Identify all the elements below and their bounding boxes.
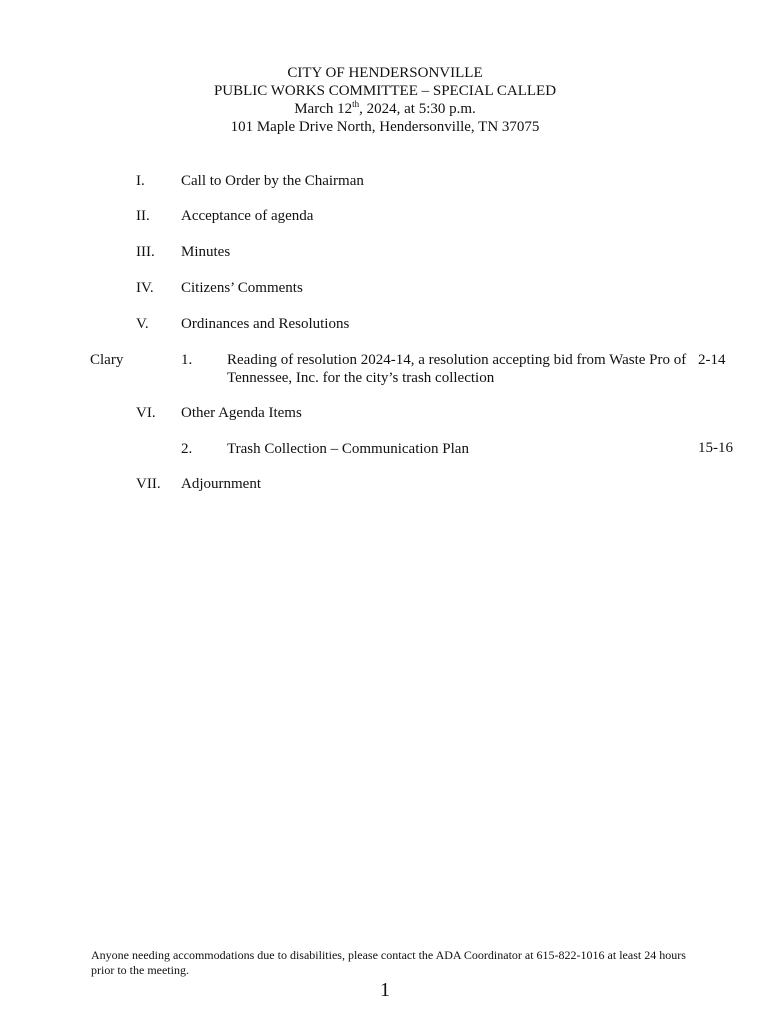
agenda-item-title: Minutes [181,244,231,260]
ada-notice: Anyone needing accommodations due to disabilities, please contact the ADA Coordinator at 615-822-1016 at least 24 hours prior to the meeting. [91,948,686,977]
agenda-numeral: IV. [136,280,154,296]
agenda-item-title: Other Agenda Items [181,405,302,421]
agenda-item-title: Adjournment [181,476,261,492]
agenda-numeral: II. [136,208,150,224]
committee-name: PUBLIC WORKS COMMITTEE – SPECIAL CALLED [213,83,557,99]
page-number: 1 [380,979,390,1001]
meeting-date: March 12th, 2024, at 5:30 p.m. [294,99,476,117]
subitem-number: 2. [181,441,193,457]
agenda-item-title: Ordinances and Resolutions [181,316,350,332]
agenda-numeral: VI. [136,405,156,421]
agenda-numeral: I. [136,173,145,189]
meeting-address: 101 Maple Drive North, Hendersonville, TN 37075 [230,119,540,135]
subitem-pages: 2-14 [698,352,726,368]
subitem-number: 1. [181,352,193,368]
presenter-name: Clary [90,352,124,368]
agenda-numeral: III. [136,244,155,260]
city-name: CITY OF HENDERSONVILLE [287,65,483,81]
document-header [0,64,770,136]
agenda-numeral: V. [136,316,149,332]
agenda-numeral: VII. [136,476,161,492]
subitem-description: Trash Collection – Communication Plan [227,441,469,457]
agenda-item-title: Call to Order by the Chairman [181,173,364,189]
agenda-item-title: Acceptance of agenda [181,208,314,224]
agenda-item-title: Citizens’ Comments [181,280,303,296]
subitem-description: Reading of resolution 2024-14, a resolution accepting bid from Waste Pro of Tennessee, Inc. for the city’s trash collection [227,352,687,386]
subitem-pages: 15-16 [698,440,733,456]
